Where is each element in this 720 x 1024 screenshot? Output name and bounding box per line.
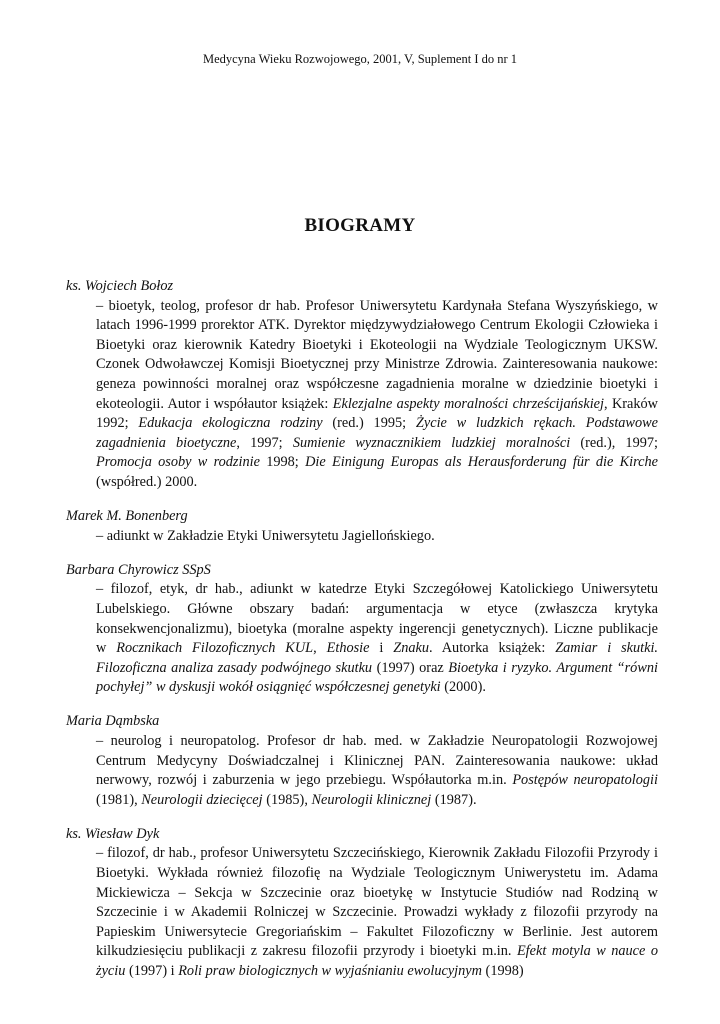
- text-segment: – filozof, dr hab., profesor Uniwersytetu Szczecińskiego, Kierownik Zakładu Filozofii Przyrody i Bioetyki. Wykłada również filozofię na Wydziale Teologicznym Uniwerystetu im. Adama Mickiewicza – Sekcja w Szczecinie oraz bioetykę w Instytucie Studiów nad Rodziną w Szczecinie i w Akademii Rolniczej w Szczecinie. Prowadzi wykłady z filozofii przyrody na Papieskim Uniwersytecie Gregoriańskim – Fakultet Filozoficzny w Berlinie. Jest autorem kilkudziesięciu publikacji z zakresu filozofii przyrody i bioetyki m.in.: [96, 845, 658, 960]
- italic-title-segment: Zamiar i skutki. Filozoficzna analiza zasady podwójnego skutku: [96, 640, 659, 676]
- italic-title-segment: Promocja osoby w rodzinie: [96, 454, 260, 471]
- italic-title-segment: Znaku: [393, 640, 430, 657]
- biography-entry: [66, 507, 658, 546]
- text-segment: (red.), 1997;: [570, 434, 658, 451]
- biography-text: [96, 527, 658, 547]
- text-segment: 1998;: [259, 454, 306, 471]
- person-name: Marek M. Bonenberg: [66, 508, 188, 525]
- biography-text: [96, 844, 658, 981]
- text-segment: (1987).: [431, 791, 477, 808]
- italic-title-segment: Bioetyka i ryzyko. Argument “równi pochyłej” w dyskusji wokół osiągnięć współczesnej genetyki: [96, 659, 658, 696]
- text-segment: (1985),: [262, 791, 312, 808]
- biography-text: [96, 732, 658, 810]
- text-segment: (1997) oraz: [372, 659, 449, 676]
- person-name: ks. Wojciech Bołoz: [66, 278, 174, 294]
- text-segment: , Kraków 1992;: [96, 395, 658, 432]
- text-segment: . Autorka książek:: [429, 640, 556, 657]
- text-segment: – bioetyk, teolog, profesor dr hab. Profesor Uniwersytetu Kardynała Stefana Wyszyńskiego, w latach 1996-1999 prorektor ATK. Dyrektor międzywydziałowego Centrum Ekologii Człowieka i Bioetyki oraz kierownik Katedry Bioetyki i Ekoteologii na Wydziale Teologicznym UKSW. Czonek Odwoławczej Komisji Bioetycznej przy Ministrze Zdrowia. Zainteresowania naukowe: geneza powinności moralnej oraz współczesne zagadnienia moralne w dziedzinie bioetyki i ekoteologii. Autor i współautor książek:: [96, 297, 658, 412]
- page-title: BIOGRAMY: [304, 215, 416, 236]
- italic-title-segment: Roli praw biologicznych w wyjaśnianiu ewolucyjnym: [178, 963, 482, 979]
- italic-title-segment: Ethosie: [326, 640, 370, 657]
- text-segment: (1981),: [96, 791, 142, 808]
- italic-title-segment: Neurologii klinicznej: [311, 791, 432, 808]
- text-segment: ,: [313, 640, 327, 657]
- biography-text: [96, 297, 658, 493]
- italic-title-segment: Eklezjalne aspekty moralności chrześcijańskiej: [332, 395, 604, 412]
- person-name: Barbara Chyrowicz SSpS: [66, 561, 211, 578]
- biography-entry: [66, 712, 658, 810]
- biography-entry: [66, 561, 658, 698]
- text-segment: (2000).: [440, 679, 486, 696]
- italic-title-segment: Edukacja ekologiczna rodziny: [138, 415, 323, 432]
- person-name: ks. Wiesław Dyk: [66, 825, 160, 842]
- biography-entry: [66, 825, 658, 982]
- text-segment: (red.) 1995;: [322, 415, 416, 432]
- italic-title-segment: Rocznikach Filozoficznych KUL: [116, 640, 314, 657]
- text-segment: – filozof, etyk, dr hab., adiunkt w katedrze Etyki Szczegółowej Katolickiego Uniwersytetu Lubelskiego. Główne obszary badań: argumentacja w etyce (zwłaszcza krytyka konsekwencjonalizmu), bioetyka (moralne aspekty ingerencji genetycznych). Liczne publikacje w: [96, 581, 658, 657]
- italic-title-segment: Neurologii dziecięcej: [141, 791, 263, 808]
- text-segment: (1997) i: [125, 963, 179, 979]
- biography-text: [96, 580, 658, 698]
- italic-title-segment: Die Einigung Europas als Herausforderung für die Kirche: [305, 454, 658, 471]
- text-segment: – adiunkt w Zakładzie Etyki Uniwersytetu Jagiellońskiego.: [96, 527, 435, 544]
- text-segment: – neurolog i neuropatolog. Profesor dr hab. med. w Zakładzie Neuropatologii Rozwojowej Centrum Medycyny Doświadczalnej i Klinicznej PAN. Zainteresowania naukowe: układ nerwowy, rozwój i zaburzenia w jego przebiegu. Współautorka m.in.: [96, 732, 658, 789]
- italic-title-segment: Życie w ludzkich rękach. Podstawowe zagadnienia bioetyczne: [96, 415, 658, 451]
- person-name: Maria Dąmbska: [66, 713, 160, 730]
- biography-list: [66, 277, 658, 996]
- text-segment: (1998): [481, 963, 524, 979]
- running-header: Medycyna Wieku Rozwojowego, 2001, V, Suplement I do nr 1: [202, 52, 518, 66]
- italic-title-segment: Postępów neuropatologii: [512, 772, 658, 789]
- italic-title-segment: Efekt motyla w nauce o życiu: [96, 943, 658, 979]
- italic-title-segment: Sumienie wyznacznikiem ludzkiej moralności: [292, 434, 571, 451]
- biography-entry: [66, 277, 658, 493]
- text-segment: i: [369, 640, 394, 657]
- text-segment: (współred.) 2000.: [96, 473, 198, 490]
- text-segment: , 1997;: [236, 434, 293, 451]
